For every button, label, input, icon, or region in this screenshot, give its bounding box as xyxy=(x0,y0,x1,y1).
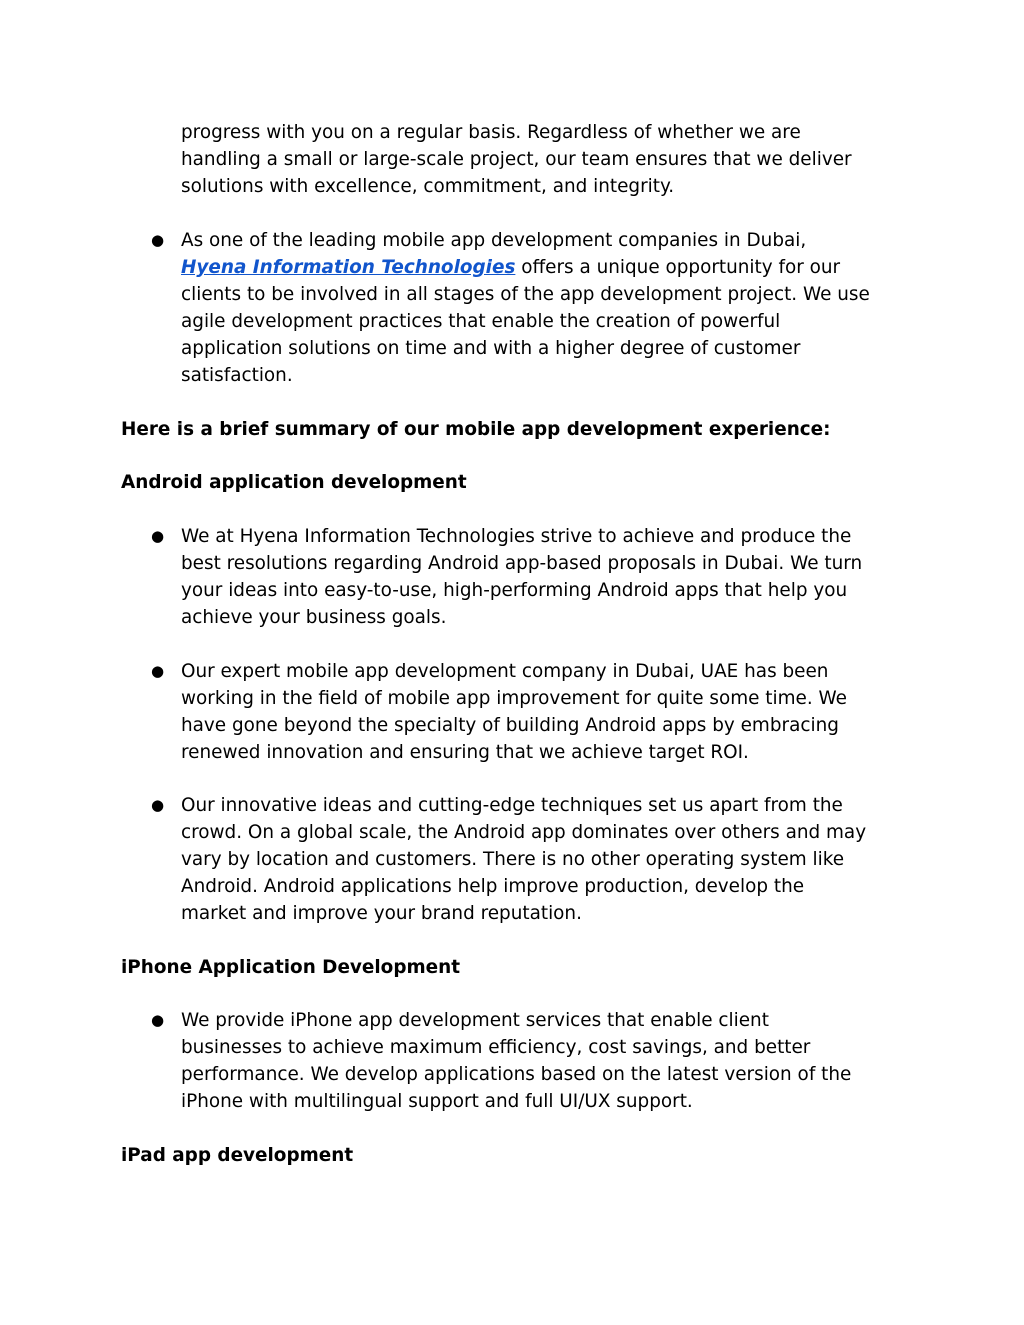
text-line: vary by location and customers. There is no other operating system like xyxy=(181,849,845,870)
text-line: clients to be involved in all stages of the app development project. We use xyxy=(181,284,870,305)
section-heading: iPhone Application Development xyxy=(121,957,461,978)
text-line: businesses to achieve maximum efficiency, cost savings, and better xyxy=(181,1037,811,1058)
text-line: achieve your business goals. xyxy=(181,607,447,628)
ipad-heading-block xyxy=(0,1142,1024,1169)
hyena-link[interactable]: Hyena Information Technologies xyxy=(181,257,516,278)
text-line: renewed innovation and ensuring that we achieve target ROI. xyxy=(181,742,749,763)
section-heading: iPad app development xyxy=(121,1145,354,1166)
text-line: your ideas into easy-to-use, high-performing Android apps that help you xyxy=(181,580,848,601)
iphone-heading-block xyxy=(0,954,1024,981)
section-heading: Here is a brief summary of our mobile app development experience: xyxy=(121,419,831,440)
text-line: solutions with excellence, commitment, and integrity. xyxy=(181,176,675,197)
text-line: As one of the leading mobile app development companies in Dubai, xyxy=(181,230,807,251)
text-line: We at Hyena Information Technologies strive to achieve and produce the xyxy=(181,526,852,547)
text-line: iPhone with multilingual support and full UI/UX support. xyxy=(181,1091,693,1112)
summary-heading-block xyxy=(0,416,1024,443)
bullet-icon: ● xyxy=(151,662,165,680)
intro-paragraph xyxy=(0,119,1024,200)
text-line: market and improve your brand reputation. xyxy=(181,903,582,924)
section-heading: Android application development xyxy=(121,472,467,493)
text-line: agile development practices that enable the creation of powerful xyxy=(181,311,781,332)
text-line: handling a small or large-scale project, our team ensures that we deliver xyxy=(181,149,852,170)
text-line: progress with you on a regular basis. Regardless of whether we are xyxy=(181,122,801,143)
list-item-leading-companies xyxy=(0,227,1024,389)
text-fragment: offers a unique opportunity for our xyxy=(515,257,841,278)
list-item-android-2 xyxy=(0,658,1024,766)
list-item-android-3 xyxy=(0,792,1024,927)
text-line: Our innovative ideas and cutting-edge techniques set us apart from the xyxy=(181,795,843,816)
text-line: best resolutions regarding Android app-based proposals in Dubai. We turn xyxy=(181,553,863,574)
android-heading-block xyxy=(0,469,1024,496)
text-line: application solutions on time and with a higher degree of customer xyxy=(181,338,801,359)
list-item-android-1 xyxy=(0,523,1024,631)
text-line: We provide iPhone app development services that enable client xyxy=(181,1010,769,1031)
text-line-with-link xyxy=(0,254,1024,281)
text-line: Our expert mobile app development company in Dubai, UAE has been xyxy=(181,661,829,682)
bullet-icon: ● xyxy=(151,796,165,814)
bullet-icon: ● xyxy=(151,1011,165,1029)
bullet-icon: ● xyxy=(151,231,165,249)
text-line: performance. We develop applications based on the latest version of the xyxy=(181,1064,852,1085)
text-line: working in the field of mobile app improvement for quite some time. We xyxy=(181,688,847,709)
text-line: Android. Android applications help improve production, develop the xyxy=(181,876,805,897)
text-line: have gone beyond the specialty of building Android apps by embracing xyxy=(181,715,839,736)
text-line: crowd. On a global scale, the Android app dominates over others and may xyxy=(181,822,867,843)
list-item-iphone-1 xyxy=(0,1007,1024,1115)
bullet-icon: ● xyxy=(151,527,165,545)
text-line: satisfaction. xyxy=(181,365,293,386)
